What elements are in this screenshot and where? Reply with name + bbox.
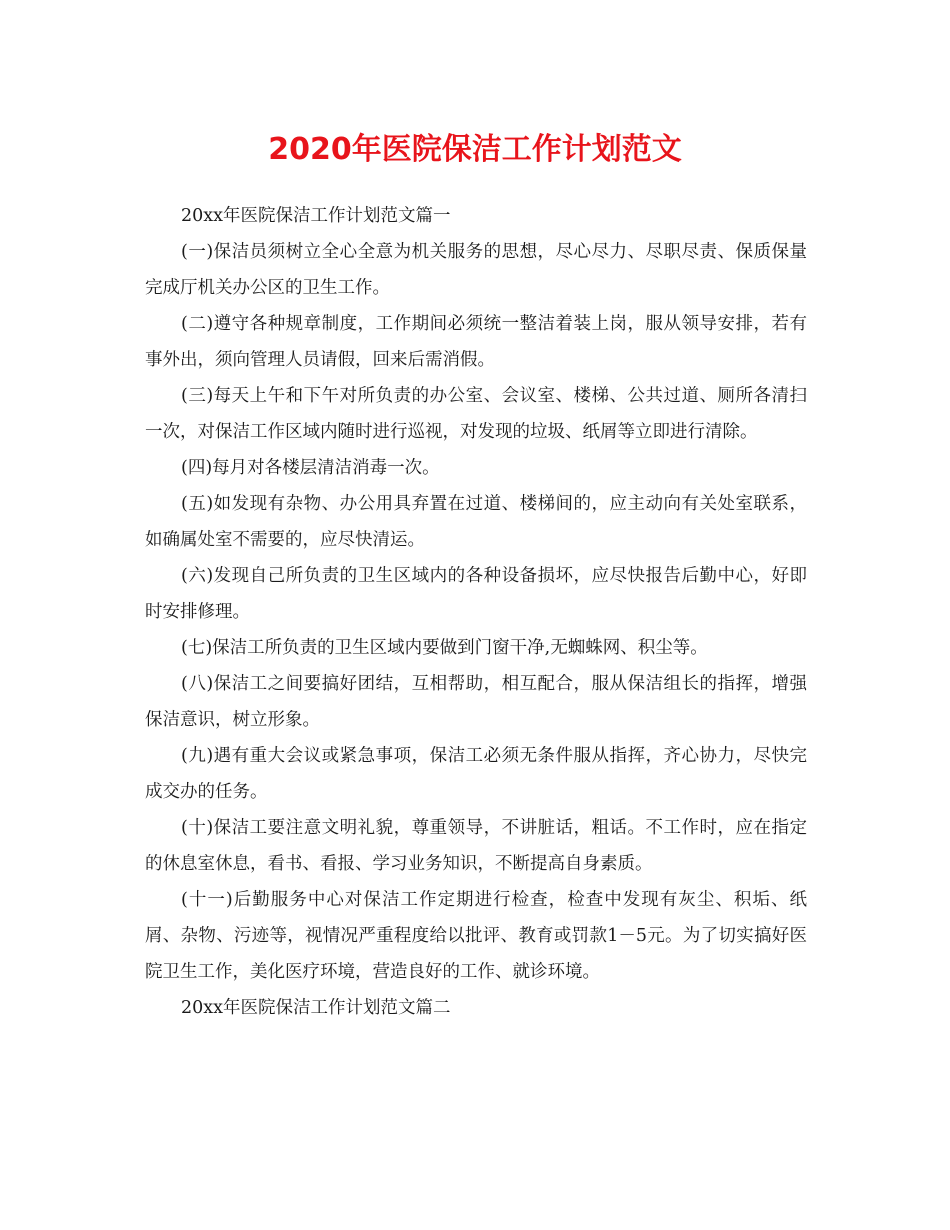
paragraph-11: (十一)后勤服务中心对保洁工作定期进行检查，检查中发现有灰尘、积垢、纸屑、杂物、污迹等，视情况严重程度给以批评、教育或罚款1－5元。为了切实搞好医院卫生工作，美化医疗环境，营造良好的工作、就诊环境。 — [145, 890, 807, 982]
document-body — [145, 198, 807, 1026]
document-title: 2020年医院保洁工作计划范文 — [268, 132, 682, 167]
paragraph-8: (八)保洁工之间要搞好团结，互相帮助，相互配合，服从保洁组长的指挥，增强保洁意识，树立形象。 — [145, 674, 807, 730]
paragraph-10: (十)保洁工要注意文明礼貌，尊重领导，不讲脏话，粗话。不工作时，应在指定的休息室休息，看书、看报、学习业务知识，不断提高自身素质。 — [145, 818, 807, 874]
paragraph-1: (一)保洁员须树立全心全意为机关服务的思想，尽心尽力、尽职尽责、保质保量完成厅机关办公区的卫生工作。 — [145, 242, 807, 298]
section-heading-1: 20xx年医院保洁工作计划范文篇一 — [181, 206, 451, 226]
paragraph-4: (四)每月对各楼层清洁消毒一次。 — [181, 458, 440, 478]
paragraph-9: (九)遇有重大会议或紧急事项，保洁工必须无条件服从指挥，齐心协力，尽快完成交办的任务。 — [145, 746, 807, 802]
paragraph-2: (二)遵守各种规章制度，工作期间必须统一整洁着装上岗，服从领导安排，若有事外出，须向管理人员请假，回来后需消假。 — [145, 314, 807, 370]
paragraph-7: (七)保洁工所负责的卫生区域内要做到门窗干净,无蜘蛛网、积尘等。 — [181, 638, 708, 658]
paragraph-3: (三)每天上午和下午对所负责的办公室、会议室、楼梯、公共过道、厕所各清扫一次，对保洁工作区域内随时进行巡视，对发现的垃圾、纸屑等立即进行清除。 — [145, 386, 807, 442]
paragraph-6: (六)发现自己所负责的卫生区域内的各种设备损坏，应尽快报告后勤中心，好即时安排修理。 — [145, 566, 807, 622]
section-heading-2: 20xx年医院保洁工作计划范文篇二 — [181, 998, 451, 1018]
paragraph-5: (五)如发现有杂物、办公用具弃置在过道、楼梯间的，应主动向有关处室联系，如确属处室不需要的，应尽快清运。 — [145, 494, 807, 550]
